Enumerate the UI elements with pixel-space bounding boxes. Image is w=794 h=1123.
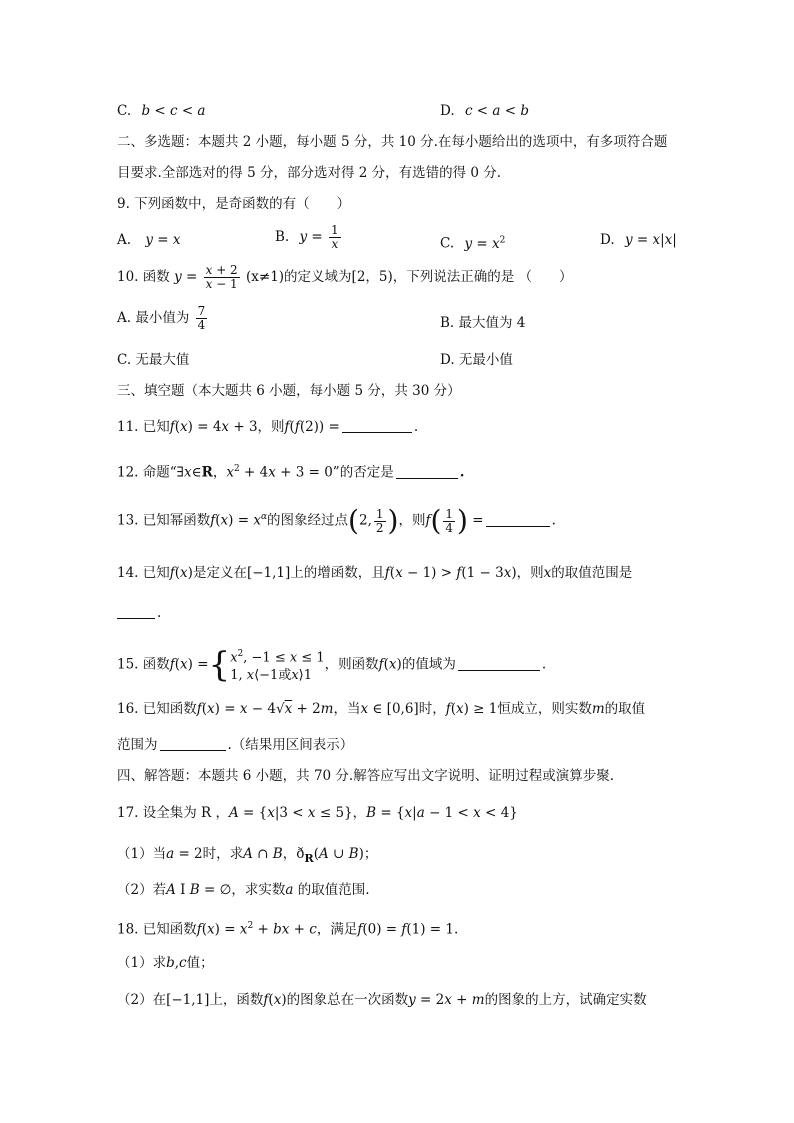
q16-line2 [117, 735, 353, 755]
q16-suffix2: 的取值 [604, 701, 646, 717]
q16: 16. 已知函数f(x) = x − 4√x + 2m，当x ∈ [0,6]时，f(x) ≥ 1恒成立，则实数m的取值 [117, 701, 646, 717]
q9-stem: 9. 下列函数中，是奇函数的有（ ） [117, 196, 351, 212]
q10-option-c: C. 无最大值 [117, 352, 190, 368]
q18-part1-prefix: （1）求 [117, 955, 167, 971]
q18-part2-prefix: （2）在 [117, 992, 167, 1008]
q12-prefix: 12. 命题“ [117, 464, 177, 481]
answer-blank[interactable] [160, 736, 226, 751]
q12-suffix: ”的否定是 [332, 464, 394, 481]
q14: 14. 已知f(x)是定义在[−1,1]上的增函数，且f(x − 1) > f(1 − 3x)，则x的取值范围是 [117, 565, 633, 581]
q15-prefix: 15. 函数 [117, 656, 170, 673]
q17-part2-mid: ，求实数 [231, 882, 286, 898]
q15: 15. 函数f(x) ={ $x^2$, −1 ≤ x ≤ 1 1, x⟨−1或x⟩1 ，则函数f(x)的值域为 . [117, 645, 547, 686]
option-label: C. [440, 235, 455, 252]
option-label: C. [117, 103, 132, 119]
q14-mid3: ，则 [516, 565, 544, 581]
q10-condition: (x≠1)的定义域为[2，5)，下列说法正确的是 （ ） [246, 269, 573, 285]
q10-option-a [117, 305, 209, 332]
q17-part1-prefix: （1）当 [117, 846, 167, 862]
q10-stem: 10. 函数 y = $\frac{x + 2}{x - 1}$ (x≠1)的定义域为[2，5)，下列说法正确的是 （ ） [117, 263, 573, 291]
q10-option-d: D. 无最小值 [440, 352, 513, 368]
q17-part2: （2）若A I B = ∅，求实数a 的取值范围. [117, 882, 370, 898]
q15-suffix: 的值域为 [401, 656, 456, 673]
q12: 12. 命题“∃x∈R，$x^2 + 4x + 3 = 0$”的否定是 . [117, 464, 465, 481]
option-math: b < c < a [141, 103, 206, 119]
piecewise-cases: $x^2$, −1 ≤ x ≤ 1 1, x⟨−1或x⟩1 [230, 649, 325, 684]
section-3-heading: 三、填空题（本大题共 6 小题，每小题 5 分，共 30 分） [117, 383, 461, 399]
fraction: $\frac{1}{2}$ [375, 506, 384, 535]
section-2-heading-cont: 目要求.全部选对的得 5 分，部分选对得 2 分，有选错的得 0 分. [117, 165, 502, 181]
q18-stem: 18. 已知函数$f(x) = x^2$ + bx + c，满足f(0) = f(1) = 1. [117, 921, 459, 938]
q14-mid2: 上的增函数，且 [290, 565, 385, 581]
option-label: D. [600, 232, 615, 248]
q11-mid: ，则 [257, 419, 285, 435]
q17-stem: 17. 设全集为 R ，A = {x|3 < x ≤ 5}，B = {x|a − 1 < x < 4} [117, 805, 518, 821]
q9-option-a [117, 230, 180, 250]
q13-mid: 的图象经过点 [267, 512, 349, 529]
q13-prefix: 13. 已知幂函数 [117, 512, 211, 529]
q9-option-d: D. y = x|x| [600, 232, 677, 248]
q18-part2-mid2: 的图象总在一次函数 [286, 992, 409, 1008]
q17-prefix: 17. 设全集为 R ， [117, 805, 230, 821]
fraction: $\frac{1}{x}$ [331, 223, 339, 251]
q17-part2-prefix: （2）若 [117, 882, 167, 898]
q14-blank-line: . [117, 603, 161, 623]
q10-number: 10. 函数 [117, 269, 170, 285]
fraction: $\frac{7}{4}$ [197, 304, 206, 332]
q18-prefix: 18. 已知函数 [117, 921, 197, 938]
q13: 13. 已知幂函数$f(x) = x^\alpha$的图象经过点(2, $\frac{1}{2}$ )，则f( $\frac{1}{4}$ ) = . [117, 504, 556, 537]
option-label: D. [440, 103, 455, 119]
answer-blank[interactable] [458, 656, 540, 671]
q11: 11. 已知f(x) = 4x + 3，则f(f(2)) = . [117, 419, 419, 435]
q16-mid2: 时， [418, 701, 446, 717]
q9-option-c: C. $y = x^2$ [440, 235, 506, 252]
q8-option-c [117, 101, 205, 121]
q18-part2: （2）在[−1,1]上，函数f(x)的图象总在一次函数y = 2x + m的图象的上方，试确定实数 [117, 992, 647, 1008]
q18-part2-suffix: 的图象的上方，试确定实数 [484, 992, 647, 1008]
q14-prefix: 14. 已知 [117, 565, 170, 581]
q18-part2-mid: 上，函数 [209, 992, 264, 1008]
option-math: y = x [145, 232, 181, 248]
q18-part1: （1）求b,c值； [117, 955, 214, 971]
q8-option-d [440, 101, 529, 121]
q15-mid: ，则函数 [324, 656, 379, 673]
answer-blank[interactable] [396, 464, 458, 479]
q17-part1-mid: 时，求 [202, 846, 244, 862]
answer-blank[interactable] [342, 418, 412, 433]
answer-blank[interactable] [117, 604, 155, 619]
q9-option-b: B. y = $\frac{1}{x}$ [275, 223, 339, 251]
q14-mid: 是定义在 [192, 565, 247, 581]
option-math: c < a < b [464, 103, 529, 119]
q18-mid: ，满足 [316, 921, 358, 938]
answer-blank[interactable] [486, 512, 550, 527]
q16-prefix: 16. 已知函数 [117, 701, 197, 717]
q14-suffix: 的取值范围是 [551, 565, 633, 581]
q16-line2-text: 范围为 [117, 737, 158, 753]
option-label: A. [117, 232, 132, 248]
q16-line2-note: .（结果用区间表示） [227, 737, 354, 753]
q17-part2-suffix: 的取值范围. [297, 882, 370, 898]
option-label: B. [275, 229, 290, 245]
q10-option-b: B. 最大值为 4 [440, 315, 526, 331]
q16-mid: ，当 [333, 701, 361, 717]
fraction: $\frac{x + 2}{x - 1}$ [205, 263, 238, 291]
fraction: $\frac{1}{4}$ [445, 506, 454, 535]
section-2-heading: 二、多选题：本题共 2 小题，每小题 5 分，共 10 分.在每小题给出的选项中，有多项符合题 [117, 134, 668, 150]
option-text: A. 最小值为 [117, 310, 190, 326]
q11-prefix: 11. 已知 [117, 419, 170, 435]
q18-part1-suffix: 值； [186, 955, 214, 971]
section-4-heading: 四、解答题：本题共 6 小题，共 70 分.解答应写出文字说明、证明过程或演算步聚. [117, 768, 615, 784]
q16-suffix: 恒成立，则实数 [497, 701, 592, 717]
q13-mid2: ，则 [398, 512, 426, 529]
q17-part1: （1）当a = 2时，求A ∩ B，$ð_R(A$ ∪ B)； [117, 846, 378, 865]
